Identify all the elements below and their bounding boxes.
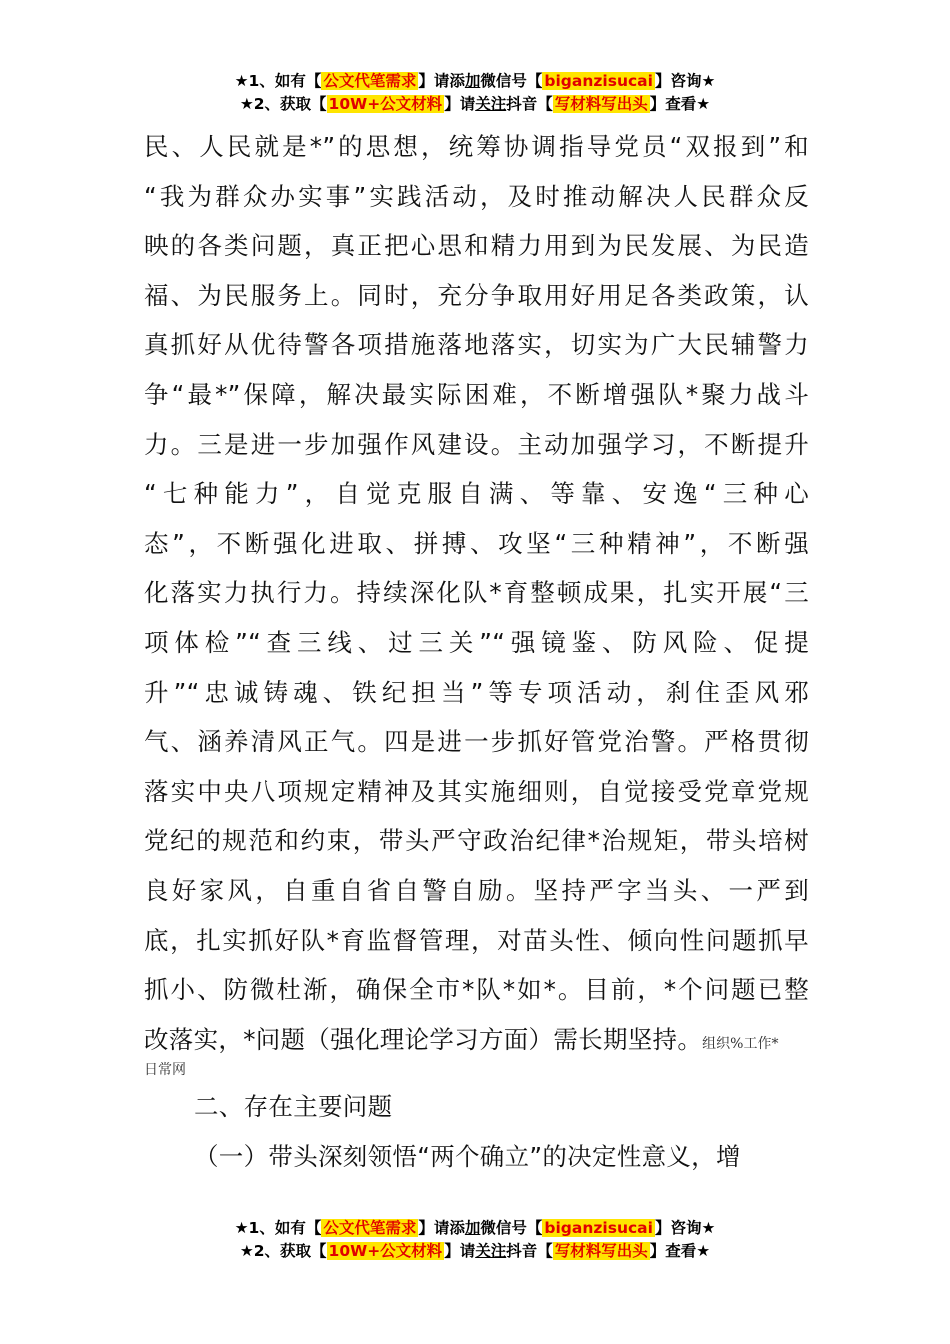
banner-highlight: 10W+公文材料	[328, 1242, 443, 1260]
body-line: “七种能力”，自觉克服自满、等靠、安逸“三种心	[144, 479, 809, 509]
body-line: 气、涵养清风正气。四是进一步抓好管党治警。严格贯彻	[144, 727, 809, 757]
banner-highlight: biganzisucai	[544, 72, 653, 90]
banner-text: 】咨询★	[654, 72, 716, 90]
banner-text: ★2、获取【	[239, 95, 327, 113]
banner-text: 】请	[444, 1242, 476, 1260]
body-line: 升”“忠诚铸魂、铁纪担当”等专项活动，刹住歪风邪	[144, 677, 809, 707]
watermark-text-tail: 日常网	[144, 1062, 186, 1079]
body-line: 抓小、防微杜渐，确保全市*队*如*。目前，*个问题已整	[144, 975, 809, 1005]
body-line: 民、人民就是*”的思想，统筹协调指导党员“双报到”和	[144, 132, 809, 161]
banner-underline-text: 关注	[475, 1242, 507, 1260]
banner-text: 抖音【	[506, 95, 553, 113]
banner-text: 】请添	[418, 72, 465, 90]
banner-text: 】查看★	[649, 95, 711, 113]
body-line: 映的各类问题，真正把心思和精力用到为民发展、为民造	[144, 231, 809, 261]
banner-highlight: 10W+公文材料	[328, 95, 443, 113]
body-line: “我为群众办实事”实践活动，及时推动解决人民群众反	[144, 181, 809, 211]
body-text: 改落实，*问题（强化理论学习方面）需长期坚持。	[144, 1024, 703, 1054]
watermark-text: 组织%工作*	[702, 1035, 779, 1052]
header-banner	[0, 70, 950, 116]
banner-highlight: 写材料写出头	[554, 95, 648, 113]
banner-underline-text: 加	[464, 72, 481, 90]
body-line: 态”，不断强化进取、拼搏、攻坚“三种精神”，不断强	[144, 528, 809, 558]
body-line: 项体检”“查三线、过三关”“强镜鉴、防风险、促提	[144, 627, 809, 657]
banner-highlight: 写材料写出头	[554, 1242, 648, 1260]
body-line: 真抓好从优待警各项措施落地落实，切实为广大民辅警力	[144, 330, 809, 360]
body-line-last	[144, 1015, 809, 1065]
banner-highlight: biganzisucai	[544, 1219, 653, 1237]
banner-text: ★1、如有【	[234, 1219, 322, 1237]
banner-line-1	[0, 1217, 950, 1240]
banner-text: 】咨询★	[654, 1219, 716, 1237]
banner-highlight: 公文代笔需求	[323, 1219, 417, 1237]
body-line: 落实中央八项规定精神及其实施细则，自觉接受党章党规	[144, 776, 809, 806]
banner-highlight: 公文代笔需求	[323, 72, 417, 90]
banner-text: ★2、获取【	[239, 1242, 327, 1260]
banner-line-1	[0, 70, 950, 93]
banner-underline-text: 关注	[475, 95, 507, 113]
banner-text: ★1、如有【	[234, 72, 322, 90]
section-heading: 二、存在主要问题	[194, 1092, 393, 1122]
document-body	[144, 122, 809, 1181]
body-line: 争“最*”保障，解决最实际困难，不断增强队*聚力战斗	[144, 379, 809, 409]
banner-text: 】请	[444, 95, 476, 113]
body-line: 化落实力执行力。持续深化队*育整顿成果，扎实开展“三	[144, 578, 809, 608]
footer-banner	[0, 1217, 950, 1263]
body-line: 良好家风，自重自省自警自励。坚持严字当头、一严到	[144, 875, 809, 905]
banner-text: 微信号【	[480, 72, 543, 90]
banner-line-2	[0, 1240, 950, 1263]
body-line: 力。三是进一步加强作风建设。主动加强学习，不断提升	[144, 429, 809, 459]
body-line: 党纪的规范和约束，带头严守政治纪律*治规矩，带头培树	[144, 826, 809, 856]
body-line: 底，扎实抓好队*育监督管理，对苗头性、倾向性问题抓早	[144, 925, 809, 955]
banner-underline-text: 加	[464, 1219, 481, 1237]
body-line: 福、为民服务上。同时，充分争取用好用足各类政策，认	[144, 280, 809, 310]
sub-heading: （一）带头深刻领悟“两个确立”的决定性意义，增	[194, 1141, 741, 1171]
banner-line-2	[0, 93, 950, 116]
banner-text: 抖音【	[506, 1242, 553, 1260]
banner-text: 】请添	[418, 1219, 465, 1237]
banner-text: 微信号【	[480, 1219, 543, 1237]
banner-text: 】查看★	[649, 1242, 711, 1260]
